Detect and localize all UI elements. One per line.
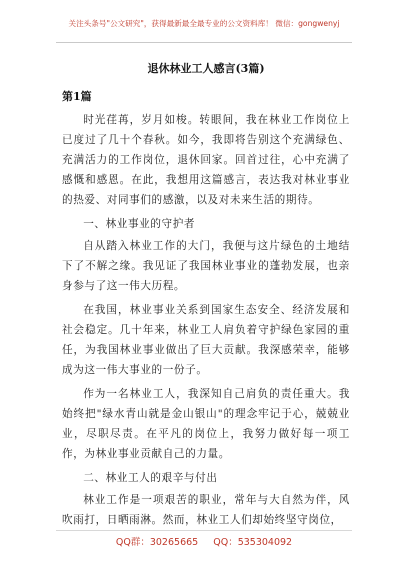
paragraph-hardship: 林业工作是一项艰苦的职业，常年与大自然为伴，风吹雨打，日晒雨淋。然而，林业工人们却始终坚守岗位， [62,494,350,526]
header-divider [56,42,352,43]
paragraph-entry: 自从踏入林业工作的大门，我便与这片绿色的土地结下了不解之缘。我见证了我国林业事业的蓬勃发展，也亲身参与了这一伟大历程。 [62,240,350,292]
document-title: 退休林业工人感言(3篇) [147,62,265,75]
footer-divider [56,530,352,531]
header-banner: 关注头条号"公文研究"，获得最新最全最专业的公文资料库！ 微信：gongwenyj [68,19,340,28]
heading-hardship: 二、林业工人的艰辛与付出 [83,472,218,484]
paragraph-responsibility: 作为一名林业工人，我深知自己肩负的责任重大。我始终把"绿水青山就是金山银山"的理念牢记于心，兢兢业业，尽职尽责。在平凡的岗位上，我努力做好每一项工作，为林业事业贡献自己的力量。 [62,388,350,460]
footer-qq: QQ：535304092 [213,537,293,548]
paragraph-national: 在我国，林业事业关系到国家生态安全、经济发展和社会稳定。几十年来，林业工人肩负着守护绿色家园的重任，为我国林业事业做出了巨大贡献。我深感荣幸，能够成为这一伟大事业的一份子。 [62,304,350,376]
paragraph-intro: 时光荏苒，岁月如梭。转眼间，我在林业工作岗位上已度过了几十个春秋。如今，我即将告别这个充满绿色、充满活力的工作岗位，退休回家。回首过往，心中充满了感慨和感恩。在此，我想用这篇感言，表达我对林业事业的热爱、对同事们的感激，以及对未来生活的期待。 [62,114,350,206]
heading-guardian: 一、林业事业的守护者 [83,218,196,230]
document-body [62,60,350,530]
footer-contact [0,534,408,548]
section-title: 第1篇 [62,90,92,103]
footer-qq-group: QQ群：30265665 [115,537,199,548]
